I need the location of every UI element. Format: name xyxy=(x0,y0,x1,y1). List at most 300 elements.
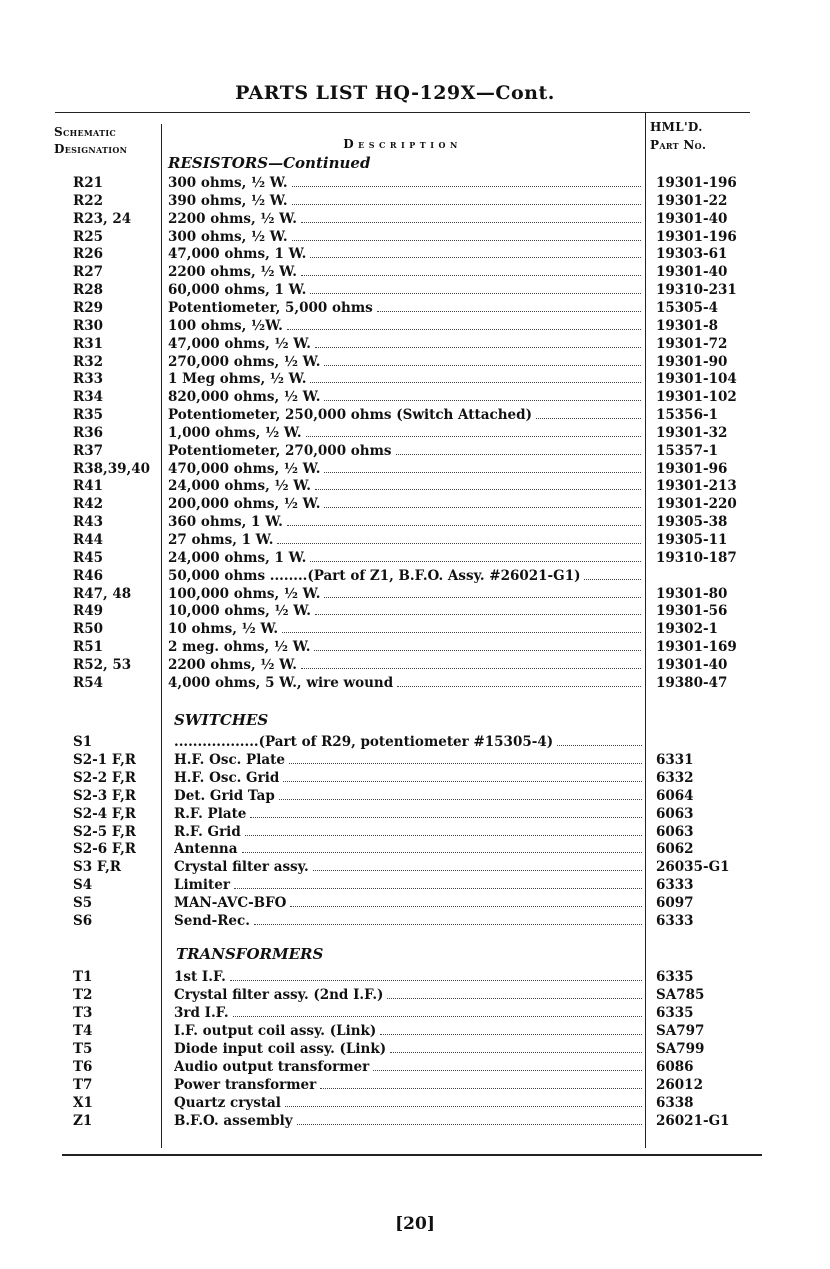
part-description xyxy=(168,317,643,335)
part-description xyxy=(174,1058,644,1076)
schematic-designation: R47, 48 xyxy=(73,585,132,602)
schematic-designation: R29 xyxy=(73,299,104,316)
dot-leader xyxy=(242,840,643,853)
part-description-text: Power transformer xyxy=(174,1077,317,1093)
dot-leader xyxy=(230,968,642,981)
part-description xyxy=(168,513,643,531)
dot-leader xyxy=(250,805,642,818)
part-number: 6332 xyxy=(656,769,694,786)
table-row xyxy=(0,1004,760,1022)
schematic-designation: R23, 24 xyxy=(73,210,132,227)
dot-leader xyxy=(314,638,641,651)
table-row xyxy=(0,602,760,620)
part-description xyxy=(174,894,644,912)
table-row xyxy=(0,585,760,603)
dot-leader xyxy=(301,210,641,223)
part-description-text: I.F. output coil assy. (Link) xyxy=(174,1023,377,1039)
part-number: 6063 xyxy=(656,805,694,822)
part-description-text: H.F. Osc. Plate xyxy=(174,751,285,768)
dot-leader xyxy=(301,656,641,669)
part-description-text: Antenna xyxy=(174,841,238,858)
schematic-designation: R49 xyxy=(73,603,104,620)
schematic-designation: S2-1 F,R xyxy=(73,751,136,768)
table-row xyxy=(0,228,760,246)
part-number: SA797 xyxy=(656,1023,705,1039)
dot-leader xyxy=(310,549,641,562)
table-row xyxy=(0,460,760,478)
dot-leader xyxy=(315,477,641,490)
dot-leader xyxy=(285,1094,642,1107)
dot-leader xyxy=(387,986,642,999)
part-description xyxy=(174,787,644,805)
part-number: 19301-196 xyxy=(656,175,737,191)
table-row xyxy=(0,638,760,656)
schematic-designation: R41 xyxy=(73,478,104,495)
schematic-designation: T3 xyxy=(73,1005,93,1021)
table-row xyxy=(0,281,760,299)
part-description-text: Audio output transformer xyxy=(174,1059,370,1075)
part-number: 6333 xyxy=(656,877,694,894)
part-number: 15357-1 xyxy=(656,442,718,459)
part-description xyxy=(168,406,643,424)
schematic-designation: R51 xyxy=(73,639,104,656)
dot-leader xyxy=(245,823,642,836)
part-number: 19301-102 xyxy=(656,389,737,406)
part-description xyxy=(168,174,643,192)
description-header: Description xyxy=(343,137,462,151)
part-description xyxy=(174,1094,644,1112)
part-description xyxy=(168,353,643,371)
part-description-text: 1 Meg ohms, ½ W. xyxy=(168,371,307,388)
part-description-text: 270,000 ohms, ½ W. xyxy=(168,353,321,370)
part-description-text: Quartz crystal xyxy=(174,1095,281,1111)
dot-leader xyxy=(320,1076,642,1089)
table-row xyxy=(0,1094,760,1112)
part-description-text: Det. Grid Tap xyxy=(174,787,275,804)
schematic-designation: T2 xyxy=(73,987,93,1003)
part-description xyxy=(168,442,643,460)
schematic-designation: R32 xyxy=(73,353,104,370)
schematic-designation: R31 xyxy=(73,335,104,352)
part-description-text: 3rd I.F. xyxy=(174,1005,229,1021)
page-title: PARTS LIST HQ-129X—Cont. xyxy=(235,82,555,104)
dot-leader xyxy=(380,1022,642,1035)
schematic-designation: S4 xyxy=(73,877,93,894)
part-description-text: Limiter xyxy=(174,877,230,894)
schematic-designation: T7 xyxy=(73,1077,93,1093)
table-row xyxy=(0,620,760,638)
schematic-designation: S3 F,R xyxy=(73,859,121,876)
part-description xyxy=(174,1004,644,1022)
part-description-text: Send-Rec. xyxy=(174,913,250,929)
part-description xyxy=(168,228,643,246)
table-row xyxy=(0,769,760,787)
dot-leader xyxy=(324,495,641,508)
schematic-designation: R43 xyxy=(73,514,104,531)
table-row xyxy=(0,210,760,228)
schematic-designation: R54 xyxy=(73,674,104,691)
table-row xyxy=(0,353,760,371)
part-number: 19301-72 xyxy=(656,335,728,352)
table-row xyxy=(0,674,760,692)
part-description-text: 820,000 ohms, ½ W. xyxy=(168,389,321,406)
schematic-designation: R50 xyxy=(73,621,104,638)
schematic-designation: S2-5 F,R xyxy=(73,823,136,840)
page-number: [20] xyxy=(395,1214,435,1234)
part-number: 19301-169 xyxy=(656,639,737,656)
part-description-text: 100 ohms, ½W. xyxy=(168,317,283,334)
part-number: 6064 xyxy=(656,787,694,804)
schematic-header-line2: Designation xyxy=(54,142,128,156)
part-description xyxy=(168,460,643,478)
schematic-designation: T4 xyxy=(73,1023,93,1039)
dot-leader xyxy=(324,353,641,366)
part-description-text: 10,000 ohms, ½ W. xyxy=(168,603,312,620)
schematic-designation: R30 xyxy=(73,317,104,334)
part-description-text: 2200 ohms, ½ W. xyxy=(168,656,297,673)
dot-leader xyxy=(324,460,641,473)
part-description xyxy=(168,245,643,263)
part-number: 19301-8 xyxy=(656,317,718,334)
part-description xyxy=(174,733,644,751)
schematic-designation: R45 xyxy=(73,549,104,566)
part-description xyxy=(174,912,644,930)
part-description xyxy=(168,210,643,228)
dot-leader xyxy=(557,733,642,746)
part-number: 19303-61 xyxy=(656,246,728,263)
part-number: 19305-11 xyxy=(656,532,728,548)
part-description-text: 10 ohms, ½ W. xyxy=(168,621,279,638)
table-row xyxy=(0,245,760,263)
part-number: 19301-104 xyxy=(656,371,737,388)
part-description xyxy=(174,823,644,841)
part-description xyxy=(174,858,644,876)
schematic-designation: R38,39,40 xyxy=(73,460,150,477)
part-number: 19301-213 xyxy=(656,478,737,495)
schematic-designation: R36 xyxy=(73,424,104,441)
dot-leader xyxy=(373,1058,642,1071)
part-description xyxy=(174,986,644,1004)
dot-leader xyxy=(279,787,642,800)
part-description-text: R.F. Grid xyxy=(174,823,241,840)
table-row xyxy=(0,840,760,858)
table-row xyxy=(0,335,760,353)
dot-leader xyxy=(233,1004,642,1017)
table-row xyxy=(0,388,760,406)
table-row xyxy=(0,531,760,549)
part-description-text: ..................(Part of R29, potentiometer #15305-4) xyxy=(174,734,554,750)
part-description xyxy=(168,495,643,513)
part-description-text: 2200 ohms, ½ W. xyxy=(168,264,297,281)
part-number: 6097 xyxy=(656,895,694,912)
dot-leader xyxy=(584,567,641,580)
part-description xyxy=(174,840,644,858)
part-number: 15305-4 xyxy=(656,299,718,316)
part-description-text: 2200 ohms, ½ W. xyxy=(168,210,297,227)
table-row xyxy=(0,442,760,460)
table-row xyxy=(0,805,760,823)
part-description xyxy=(168,477,643,495)
schematic-designation: S5 xyxy=(73,895,93,912)
table-row xyxy=(0,1022,760,1040)
part-number: 19301-96 xyxy=(656,460,728,477)
part-description-text: Diode input coil assy. (Link) xyxy=(174,1041,387,1057)
part-description-text: 300 ohms, ½ W. xyxy=(168,228,288,245)
dot-leader xyxy=(377,299,641,312)
part-description xyxy=(168,192,643,210)
schematic-designation: X1 xyxy=(73,1095,93,1111)
table-row xyxy=(0,174,760,192)
dot-leader xyxy=(306,424,641,437)
part-description xyxy=(174,1076,644,1094)
part-description xyxy=(168,567,643,585)
schematic-designation: R42 xyxy=(73,496,104,513)
part-description xyxy=(168,263,643,281)
part-description-text: 1,000 ohms, ½ W. xyxy=(168,424,302,441)
dot-leader xyxy=(396,442,642,455)
part-number: 19301-32 xyxy=(656,424,728,441)
table-row xyxy=(0,986,760,1004)
schematic-designation: R34 xyxy=(73,389,104,406)
schematic-designation: T5 xyxy=(73,1041,93,1057)
part-description xyxy=(174,805,644,823)
schematic-designation: R52, 53 xyxy=(73,656,132,673)
dot-leader xyxy=(277,531,641,544)
table-row xyxy=(0,858,760,876)
part-number: 19301-22 xyxy=(656,192,728,209)
part-description xyxy=(174,1112,644,1130)
table-row xyxy=(0,1040,760,1058)
dot-leader xyxy=(297,1112,642,1125)
schematic-designation: R27 xyxy=(73,264,104,281)
schematic-designation: R33 xyxy=(73,371,104,388)
dot-leader xyxy=(289,751,642,764)
table-row xyxy=(0,567,760,585)
part-description-text: Crystal filter assy. (2nd I.F.) xyxy=(174,987,384,1003)
part-description xyxy=(168,370,643,388)
dot-leader xyxy=(282,620,641,633)
dot-leader xyxy=(287,513,641,526)
part-description-text: 4,000 ohms, 5 W., wire wound xyxy=(168,674,394,691)
part-description-text: 2 meg. ohms, ½ W. xyxy=(168,639,311,656)
schematic-designation: T1 xyxy=(73,969,93,985)
table-row xyxy=(0,192,760,210)
part-description xyxy=(168,674,643,692)
dot-leader xyxy=(315,335,641,348)
table-row xyxy=(0,406,760,424)
table-row xyxy=(0,823,760,841)
schematic-designation: R44 xyxy=(73,532,104,548)
dot-leader xyxy=(283,769,642,782)
part-description-text: 24,000 ohms, ½ W. xyxy=(168,478,312,495)
part-description xyxy=(168,531,643,549)
part-number: 26012 xyxy=(656,1077,703,1093)
schematic-designation: R37 xyxy=(73,442,104,459)
table-row xyxy=(0,299,760,317)
table-row xyxy=(0,263,760,281)
table-row xyxy=(0,1112,760,1130)
section-heading-switches: SWITCHES xyxy=(174,711,269,729)
table-row xyxy=(0,370,760,388)
part-header-line1: HML'D. xyxy=(650,120,703,134)
table-row xyxy=(0,513,760,531)
part-description-text: Potentiometer, 250,000 ohms (Switch Attached) xyxy=(168,407,532,424)
dot-leader xyxy=(292,228,641,241)
part-number: 19380-47 xyxy=(656,674,728,691)
part-number: 19301-40 xyxy=(656,210,728,227)
part-number: SA785 xyxy=(656,987,705,1003)
part-number: 6338 xyxy=(656,1095,694,1111)
part-number: 19301-196 xyxy=(656,228,737,245)
part-number: 26021-G1 xyxy=(656,1113,730,1129)
dot-leader xyxy=(254,912,642,925)
part-description xyxy=(174,968,644,986)
table-row xyxy=(0,733,760,751)
part-description xyxy=(168,656,643,674)
part-number: 19305-38 xyxy=(656,514,728,531)
part-description xyxy=(168,620,643,638)
part-description-text: R.F. Plate xyxy=(174,805,247,822)
part-description-text: H.F. Osc. Grid xyxy=(174,769,280,786)
section-heading-transformers: TRANSFORMERS xyxy=(176,945,324,963)
part-number: 6062 xyxy=(656,841,694,858)
part-description xyxy=(168,335,643,353)
part-number: 6086 xyxy=(656,1059,694,1075)
schematic-designation: S2-3 F,R xyxy=(73,787,136,804)
part-description-text: 1st I.F. xyxy=(174,969,226,985)
part-description-text: MAN-AVC-BFO xyxy=(174,895,287,912)
schematic-designation: R28 xyxy=(73,282,104,299)
schematic-designation: R26 xyxy=(73,246,104,263)
part-description-text: 60,000 ohms, 1 W. xyxy=(168,282,307,299)
part-description xyxy=(168,549,643,567)
dot-leader xyxy=(315,602,641,615)
part-number: 19301-56 xyxy=(656,603,728,620)
part-number: 19310-231 xyxy=(656,282,737,299)
dot-leader xyxy=(397,674,641,687)
schematic-designation: S1 xyxy=(73,734,93,750)
part-number: 19310-187 xyxy=(656,549,737,566)
table-row xyxy=(0,495,760,513)
dot-leader xyxy=(301,263,641,276)
dot-leader xyxy=(310,281,641,294)
table-row xyxy=(0,317,760,335)
part-number: 26035-G1 xyxy=(656,859,730,876)
schematic-designation: S2-4 F,R xyxy=(73,805,136,822)
part-description xyxy=(174,876,644,894)
part-number: 19302-1 xyxy=(656,621,718,638)
part-description xyxy=(168,281,643,299)
part-description xyxy=(168,388,643,406)
part-description xyxy=(168,424,643,442)
schematic-designation: R35 xyxy=(73,407,104,424)
part-number: 6063 xyxy=(656,823,694,840)
bottom-rule xyxy=(62,1154,762,1156)
table-row xyxy=(0,1076,760,1094)
table-row xyxy=(0,787,760,805)
part-description xyxy=(168,602,643,620)
part-header-line2: Part No. xyxy=(650,138,707,152)
part-number: 6335 xyxy=(656,969,694,985)
part-description-text: 50,000 ohms ........(Part of Z1, B.F.O. Assy. #26021-G1) xyxy=(168,567,581,584)
schematic-designation: S6 xyxy=(73,913,93,929)
part-number: 19301-40 xyxy=(656,656,728,673)
part-description-text: 200,000 ohms, ½ W. xyxy=(168,496,321,513)
part-number-header xyxy=(650,118,740,154)
part-description-text: 47,000 ohms, ½ W. xyxy=(168,335,312,352)
table-row xyxy=(0,894,760,912)
part-description xyxy=(174,1040,644,1058)
part-description-text: Potentiometer, 270,000 ohms xyxy=(168,442,392,459)
schematic-designation: R21 xyxy=(73,175,104,191)
schematic-designation-header xyxy=(54,124,154,158)
part-description-text: 470,000 ohms, ½ W. xyxy=(168,460,321,477)
table-row xyxy=(0,968,760,986)
schematic-designation: Z1 xyxy=(73,1113,93,1129)
schematic-designation: S2-6 F,R xyxy=(73,841,136,858)
dot-leader xyxy=(313,858,642,871)
part-description-text: 100,000 ohms, ½ W. xyxy=(168,585,321,602)
part-description-text: 47,000 ohms, 1 W. xyxy=(168,246,307,263)
part-number: 6333 xyxy=(656,913,694,929)
dot-leader xyxy=(310,245,641,258)
part-description xyxy=(168,585,643,603)
part-description xyxy=(174,751,644,769)
table-row xyxy=(0,751,760,769)
table-row xyxy=(0,1058,760,1076)
table-row xyxy=(0,549,760,567)
table-row xyxy=(0,424,760,442)
part-number: 19301-80 xyxy=(656,585,728,602)
part-description-text: 24,000 ohms, 1 W. xyxy=(168,549,307,566)
part-description-text: 360 ohms, 1 W. xyxy=(168,514,283,531)
part-description-text: 300 ohms, ½ W. xyxy=(168,175,288,191)
schematic-designation: S2-2 F,R xyxy=(73,769,136,786)
dot-leader xyxy=(536,406,641,419)
part-description xyxy=(168,299,643,317)
part-number: 6335 xyxy=(656,1005,694,1021)
dot-leader xyxy=(292,174,641,187)
part-description xyxy=(174,1022,644,1040)
section-heading-resistors: RESISTORS—Continued xyxy=(168,154,371,172)
part-number: 19301-90 xyxy=(656,353,728,370)
part-description xyxy=(174,769,644,787)
part-number: 19301-220 xyxy=(656,496,737,513)
part-number: 15356-1 xyxy=(656,407,718,424)
table-row xyxy=(0,912,760,930)
dot-leader xyxy=(390,1040,642,1053)
part-description-text: Potentiometer, 5,000 ohms xyxy=(168,299,373,316)
schematic-designation: T6 xyxy=(73,1059,93,1075)
table-row xyxy=(0,656,760,674)
part-description xyxy=(168,638,643,656)
dot-leader xyxy=(292,192,641,205)
schematic-designation: R46 xyxy=(73,567,104,584)
part-number: 6331 xyxy=(656,751,694,768)
part-number: 19301-40 xyxy=(656,264,728,281)
dot-leader xyxy=(290,894,642,907)
schematic-designation: R22 xyxy=(73,192,104,209)
part-description-text: Crystal filter assy. xyxy=(174,859,309,876)
part-description-text: B.F.O. assembly xyxy=(174,1113,293,1129)
part-description-text: 27 ohms, 1 W. xyxy=(168,532,274,548)
dot-leader xyxy=(287,317,641,330)
dot-leader xyxy=(324,388,641,401)
part-description-text: 390 ohms, ½ W. xyxy=(168,192,288,209)
schematic-header-line1: Schematic xyxy=(54,125,117,139)
dot-leader xyxy=(324,585,641,598)
schematic-designation: R25 xyxy=(73,228,104,245)
